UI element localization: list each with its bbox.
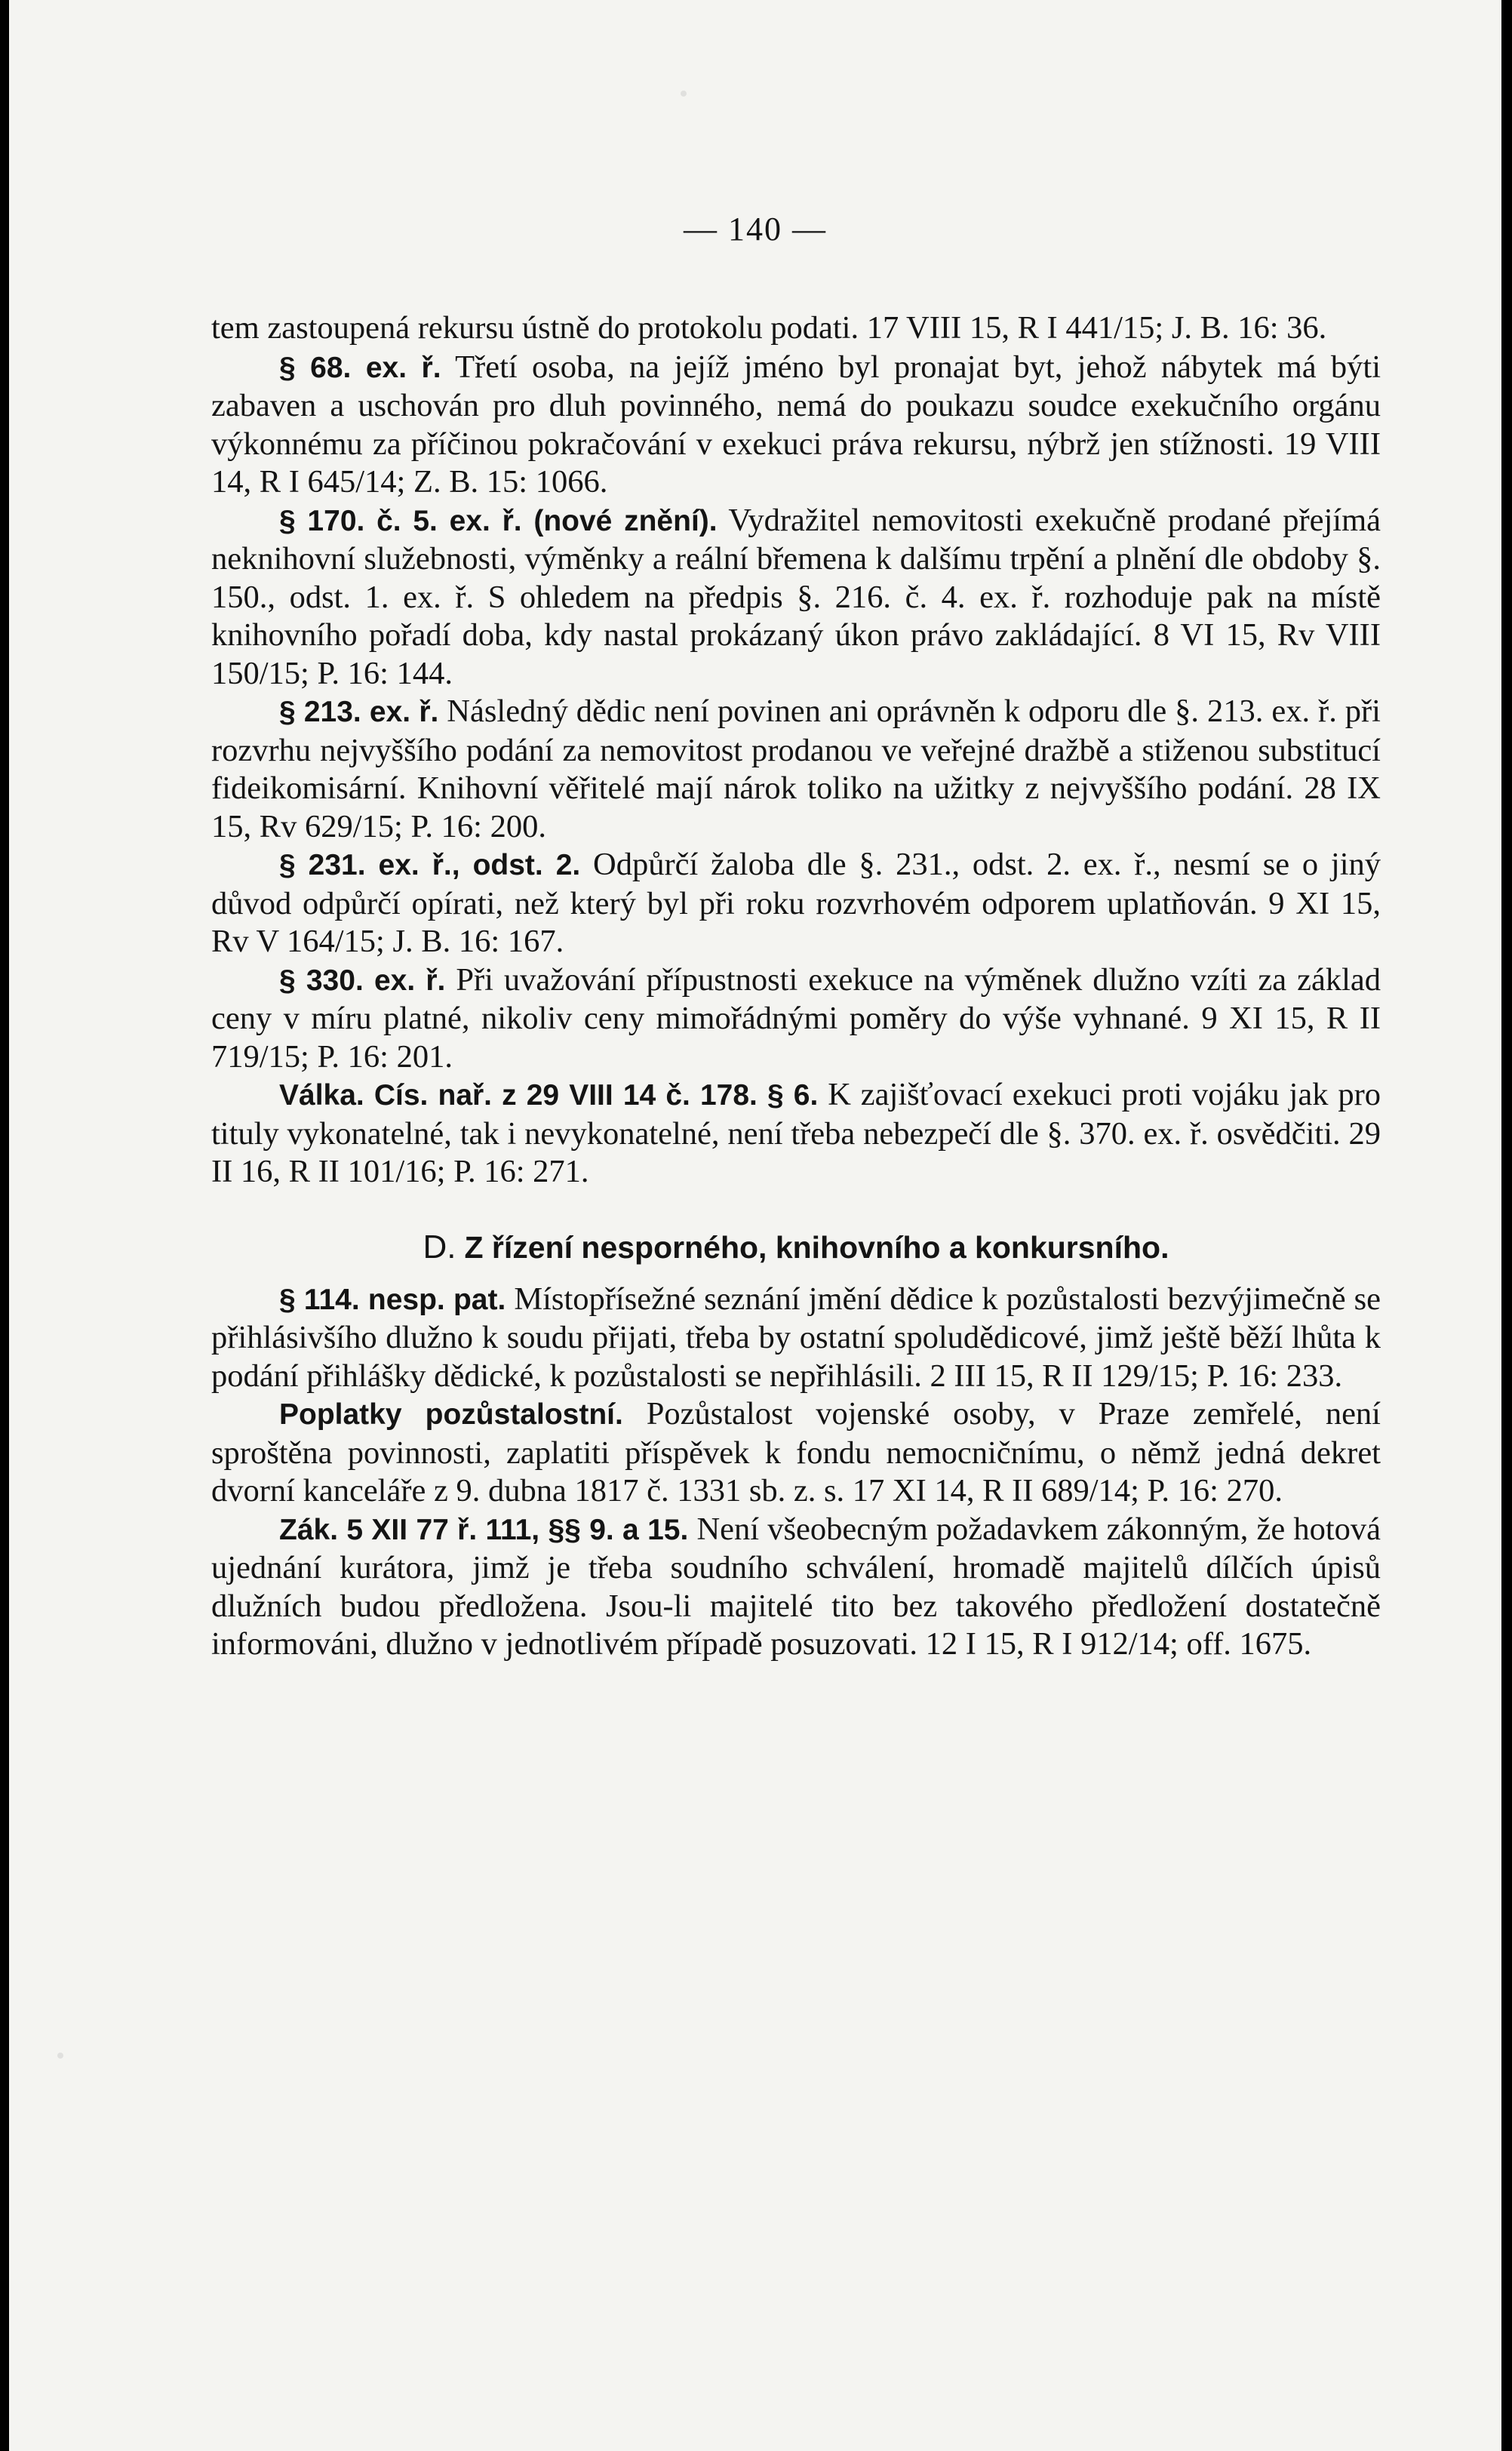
paragraph-text: Není všeobecným požadavkem zákonným, že hotová ujednání kurátora, jimž je třeba soudního schválení, hromadě majitelů dílčích úpisů dlužních budou předložena. Jsou-li majitelé tito bez takového předložení dostatečně informováni, dlužno v jednotlivém případě posuzovati. 12 I 15, R I 912/14; off. 1675. (211, 1511, 1381, 1662)
body-text (211, 309, 1381, 1664)
paper-spot (681, 91, 687, 97)
paragraph-text: tem zastoupená rekursu ústně do protokolu podati. 17 VIII 15, R I 441/15; J. B. 16: 36. (211, 310, 1327, 346)
section-heading (211, 1228, 1381, 1267)
paragraph-text: Vydražitel nemovitosti exekučně prodané přejímá neknihovní služebnosti, výměnky a reální břemena k dalšímu trpění a plnění dle obdoby §. 150., odst. 1. ex. ř. S ohledem na předpis §. 216. č. 4. ex. ř. rozhoduje pak na místě knihovního pořadí doba, kdy nastal prokázaný úkon právo zakládající. 8 VI 15, Rv VIII 150/15; P. 16: 144. (211, 502, 1381, 691)
paragraph-text: Odpůrčí žaloba dle §. 231., odst. 2. ex. ř., nesmí se o jiný důvod odpůrčí opírati, než který byl při roku rozvrhovém odporem uplatňován. 9 XI 15, Rv V 164/15; J. B. 16: 167. (211, 847, 1381, 959)
paragraph-lead: Válka. Cís. nař. z 29 VIII 14 č. 178. § 6. (279, 1079, 819, 1112)
paragraph-lead: § 170. č. 5. ex. ř. (nové znění). (279, 504, 718, 537)
paragraph (211, 1076, 1381, 1192)
page-number: — 140 — (684, 211, 827, 248)
paper-spot (57, 2053, 63, 2059)
paragraph-lead: § 213. ex. ř. (279, 696, 439, 728)
paragraph (211, 502, 1381, 693)
paragraph-text: Třetí osoba, na jejíž jméno byl pronajat byt, jehož nábytek má býti zabaven a uschován pro dluh povinného, nemá do poukazu soudce exekučního orgánu výkonnému za příčinou pokračování v exekuci práva rekursu, nýbrž jen stížnosti. 19 VIII 14, R I 645/14; Z. B. 15: 1066. (211, 349, 1381, 500)
paragraph-lead: Zák. 5 XII 77 ř. 111, §§ 9. a 15. (279, 1513, 689, 1546)
paragraph-text: Při uvažování přípustnosti exekuce na výměnek dlužno vzíti za základ ceny v míru platné, nikoliv ceny mimořádnými poměry do výše vyhnané. 9 XI 15, R II 719/15; P. 16: 201. (211, 961, 1381, 1075)
paragraph (211, 1281, 1381, 1396)
paragraph-text: K zajišťovací exekuci proti vojáku jak pro tituly vykonatelné, tak i nevykonatelné, není třeba nebezpečí dle §. 370. ex. ř. osvědčiti. 29 II 16, R II 101/16; P. 16: 271. (211, 1077, 1381, 1189)
paragraph-lead: Poplatky pozůstalostní. (279, 1398, 623, 1431)
paragraph-text: Místopřísežné seznání jmění dědice k pozůstalosti bezvýjimečně se přihlásivšího dlužno k soudu přijati, třeba by ostatní spoludědicové, jimž ještě běží lhůta k podání přihlášky dědické, k pozůstalosti se nepřihlásili. 2 III 15, R II 129/15; P. 16: 233. (211, 1281, 1381, 1394)
paragraph (211, 309, 1381, 349)
section-letter: D. (423, 1228, 456, 1265)
paragraph-lead: § 231. ex. ř., odst. 2. (279, 849, 581, 881)
paragraph-lead: § 114. nesp. pat. (279, 1283, 506, 1316)
paragraph (211, 1511, 1381, 1664)
paragraph (211, 693, 1381, 846)
paragraph (211, 961, 1381, 1077)
paragraph-text: Následný dědic není povinen ani oprávněn k odporu dle §. 213. ex. ř. při rozvrhu nejvyššího podání za nemovitost prodanou ve veřejné dražbě a stiženou substitucí fideikomisární. Knihovní věřitelé mají nárok toliko na užitky z nejvyššího podání. 28 IX 15, Rv 629/15; P. 16: 200. (211, 693, 1381, 844)
paragraph-lead: § 68. ex. ř. (279, 351, 441, 384)
paragraph (211, 1395, 1381, 1511)
paragraph (211, 846, 1381, 961)
document-page (9, 0, 1501, 2451)
section-title: Z řízení nesporného, knihovního a konkursního. (464, 1229, 1169, 1265)
paragraph-lead: § 330. ex. ř. (279, 964, 446, 997)
paragraph (211, 349, 1381, 502)
paragraph-text: Pozůstalost vojenské osoby, v Praze zemřelé, není sproštěna povinnosti, zaplatiti příspěvek k fondu nemocničnímu, o němž jedná dekret dvorní kanceláře z 9. dubna 1817 č. 1331 sb. z. s. 17 XI 14, R II 689/14; P. 16: 270. (211, 1396, 1381, 1508)
